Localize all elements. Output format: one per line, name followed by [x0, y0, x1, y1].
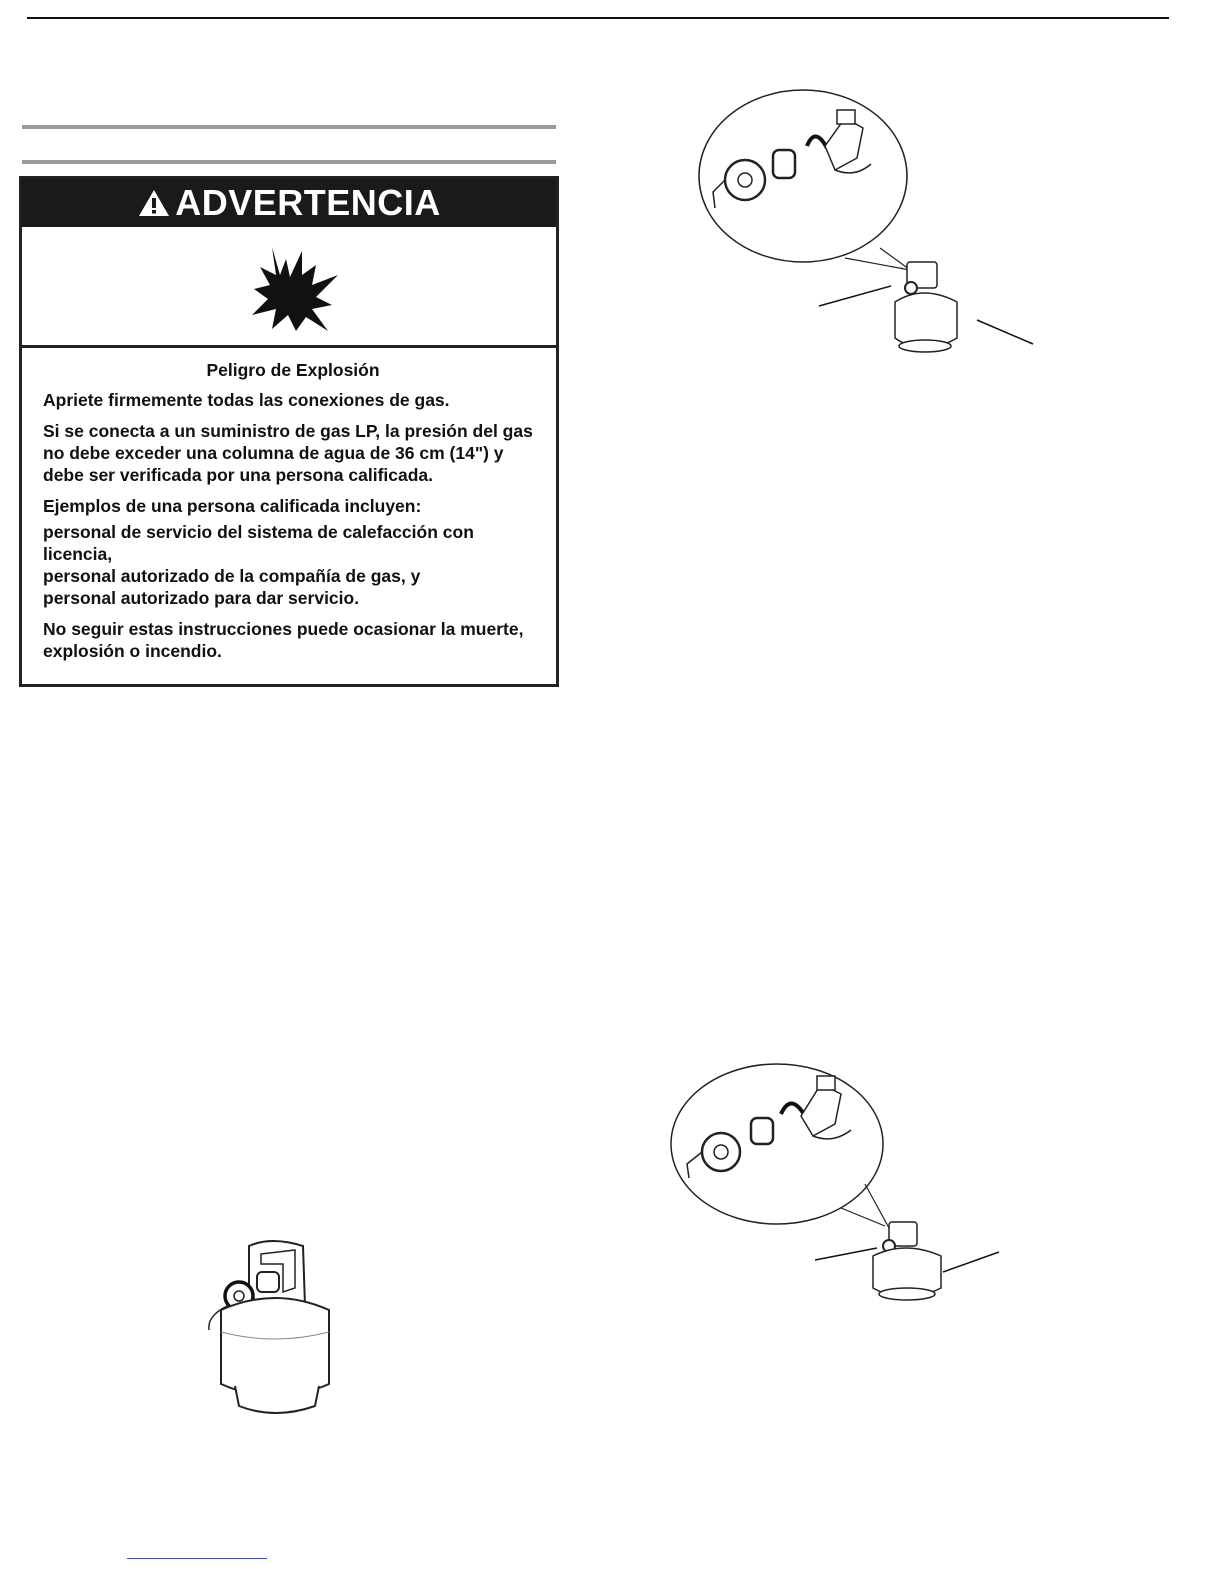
warning-paragraph-1: Apriete firmemente todas las conexiones de gas.: [43, 390, 450, 410]
warning-paragraph-2: Si se conecta a un suministro de gas LP, la presión del gas no debe exceder una columna de agua de 36 cm (14") y debe ser verificada por una persona calificada.: [43, 421, 533, 485]
section-rule-1: [22, 125, 556, 129]
warning-triangle-icon: [137, 188, 171, 218]
lp-tank-figure: [195, 1234, 345, 1420]
lp-tank-connection-figure-1: [695, 88, 1045, 360]
warning-example-3: personal autorizado para dar servicio.: [43, 588, 360, 608]
warning-paragraph-3: Ejemplos de una persona calificada incluyen:: [43, 496, 422, 516]
top-rule: [27, 17, 1169, 19]
warning-header-text: ADVERTENCIA: [175, 182, 441, 223]
warning-header: [22, 179, 556, 227]
warning-example-1: personal de servicio del sistema de calefacción con licencia,: [43, 522, 474, 564]
warning-symbol-area: [22, 227, 556, 348]
warning-title: Peligro de Explosión: [206, 360, 380, 380]
section-rule-2: [22, 160, 556, 164]
explosion-icon: [250, 245, 340, 333]
warning-box: [19, 176, 559, 687]
warning-consequence: No seguir estas instrucciones puede ocasionar la muerte, explosión o incendio.: [43, 619, 524, 661]
warning-body: [43, 359, 543, 671]
link-underline[interactable]: [127, 1558, 267, 1559]
lp-tank-connection-figure-2: [665, 1060, 1005, 1308]
warning-examples: [43, 521, 543, 609]
warning-example-2: personal autorizado de la compañía de gas, y: [43, 566, 421, 586]
